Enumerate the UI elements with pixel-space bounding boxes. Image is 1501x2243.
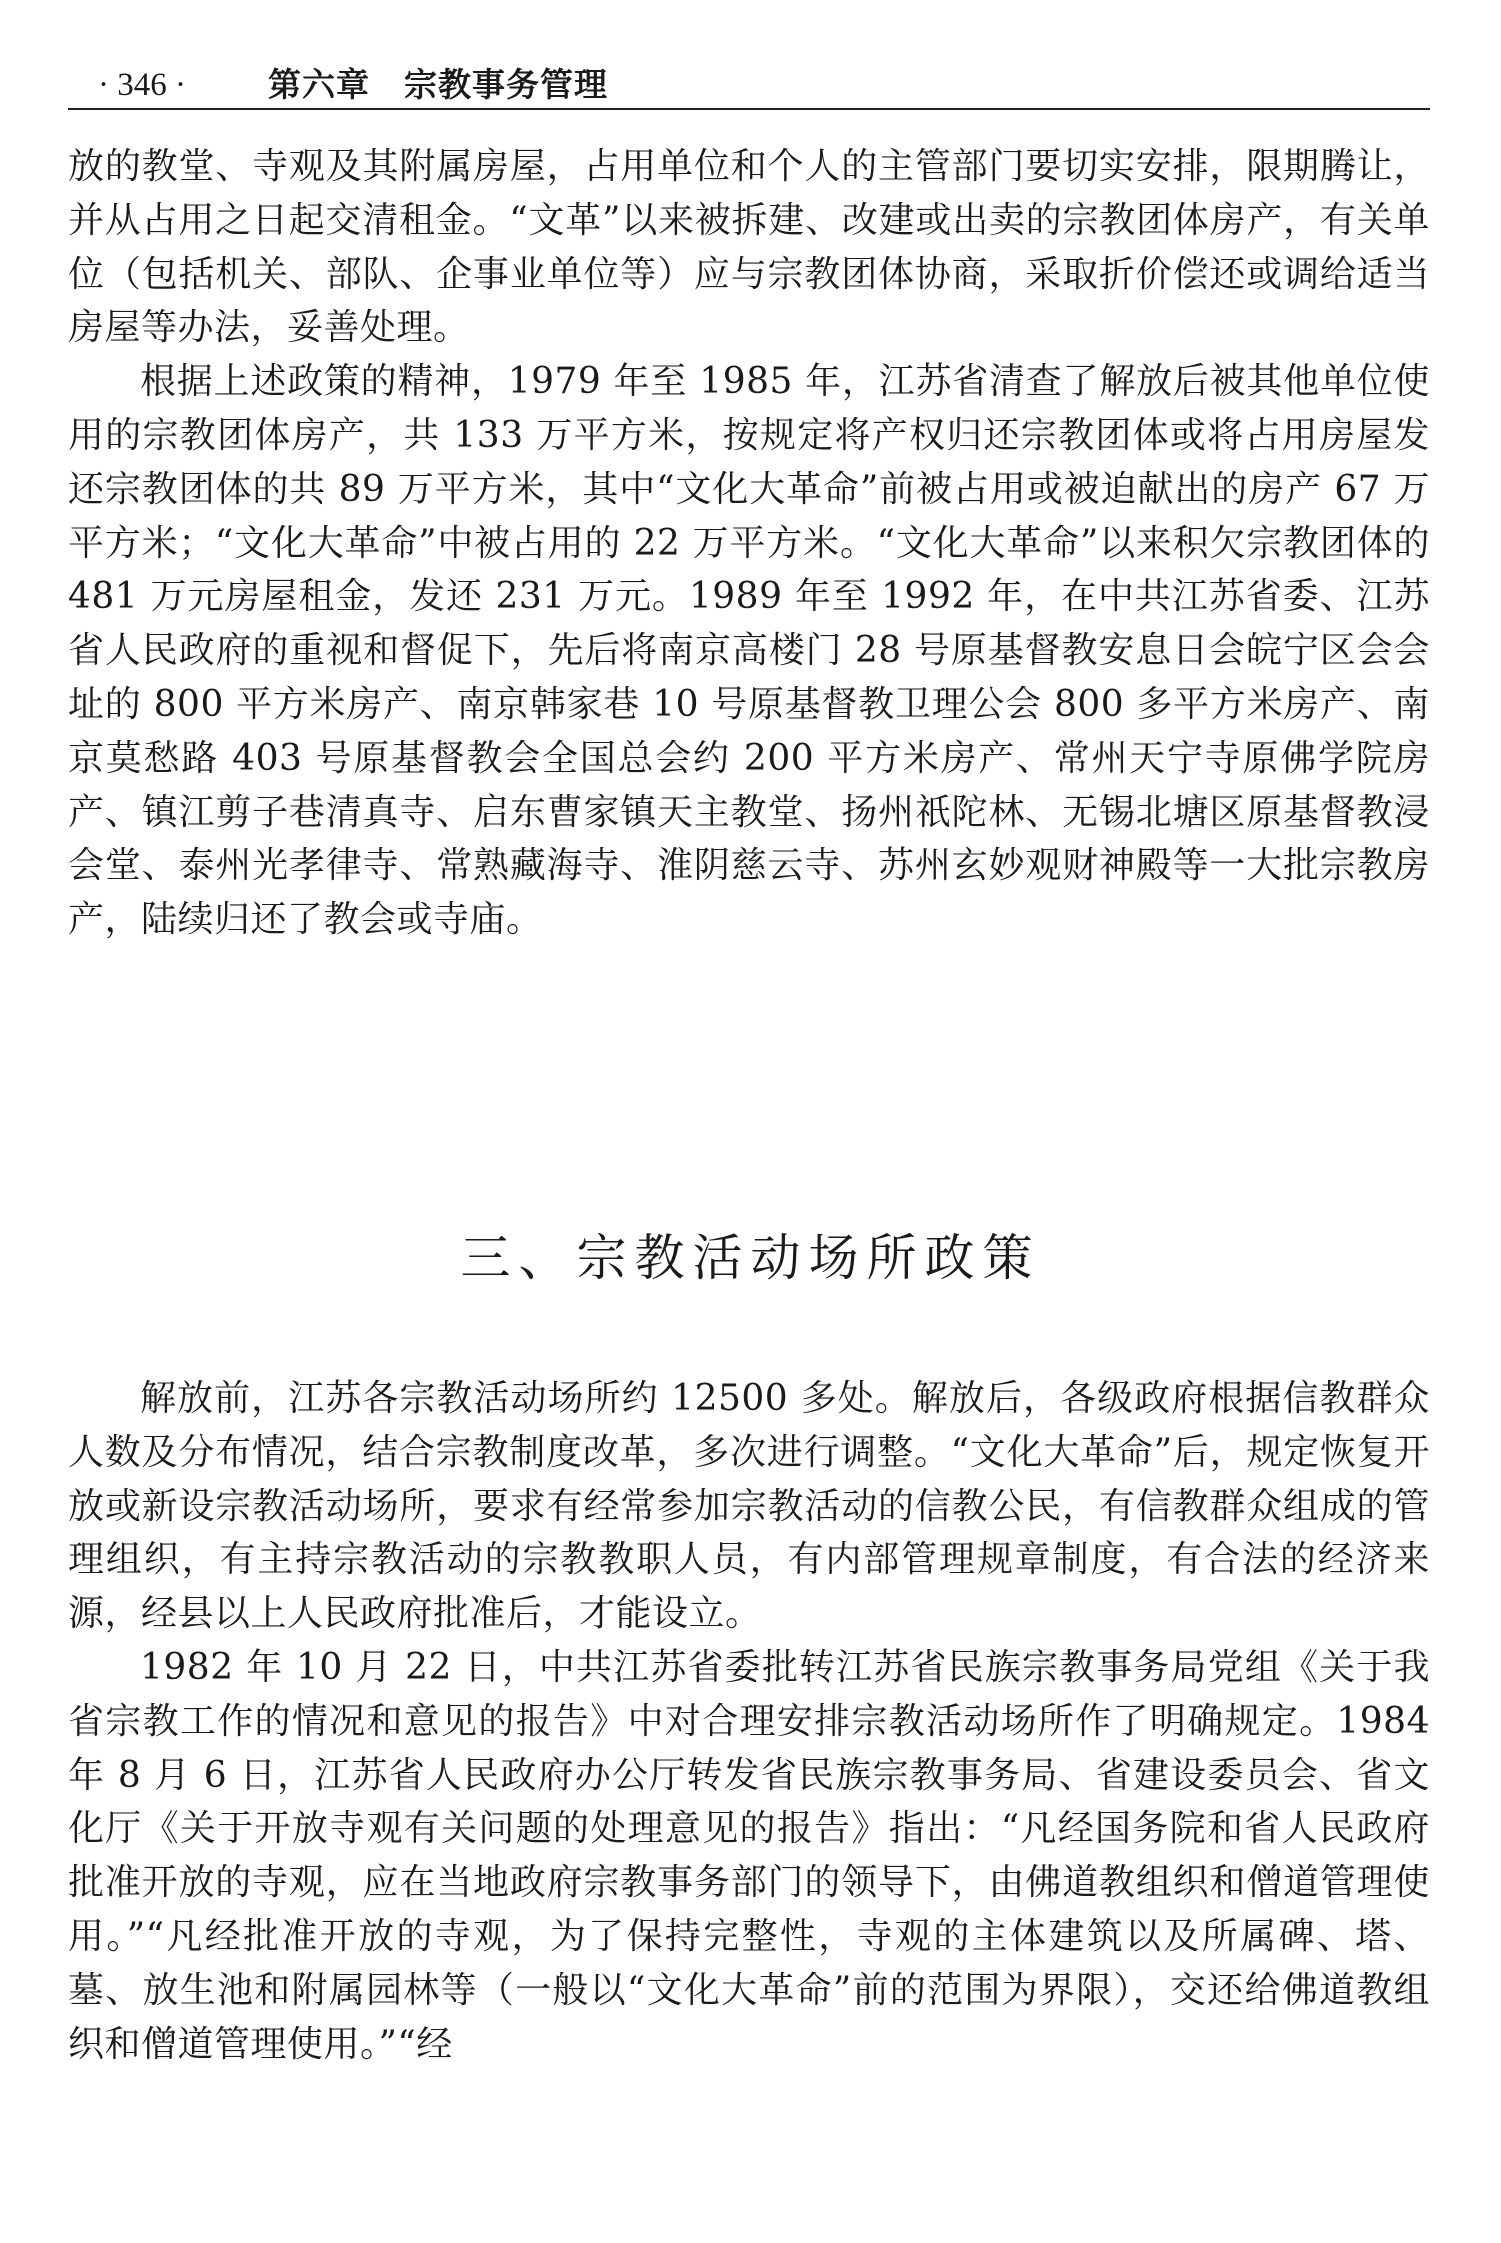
paragraph: 根据上述政策的精神，1979 年至 1985 年，江苏省清查了解放后被其他单位使用的宗教团体房产，共 133 万平方米，按规定将产权归还宗教团体或将占用房屋发还宗教团体的共 89 万平方米，其中“文化大革命”前被占用或被迫献出的房产 67 万平方米；“文化大革命”中被占用的 22 万平方米。“文化大革命”以来积欠宗教团体的 481 万元房屋租金，发还 231 万元。1989 年至 1992 年，在中共江苏省委、江苏省人民政府的重视和督促下，先后将南京高楼门 28 号原基督教安息日会皖宁区会会址的 800 平方米房产、南京韩家巷 10 号原基督教卫理公会 800 多平方米房产、南京莫愁路 403 号原基督教会全国总会约 200 平方米房产、常州天宁寺原佛学院房产、镇江剪子巷清真寺、启东曹家镇天主教堂、扬州祇陀林、无锡北塘区原基督教浸会堂、泰州光孝律寺、常熟藏海寺、淮阴慈云寺、苏州玄妙观财神殿等一大批宗教房产，陆续归还了教会或寺庙。 [68, 361, 1430, 941]
paragraph: 1982 年 10 月 22 日，中共江苏省委批转江苏省民族宗教事务局党组《关于我省宗教工作的情况和意见的报告》中对合理安排宗教活动场所作了明确规定。1984 年 8 月 6 日，江苏省人民政府办公厅转发省民族宗教事务局、省建设委员会、省文化厅《关于开放寺观有关问题的处理意见的报告》指出：“凡经国务院和省人民政府批准开放的寺观，应在当地政府宗教事务部门的领导下，由佛道教组织和僧道管理使用。”“凡经批准开放的寺观，为了保持完整性，寺观的主体建筑以及所属碑、塔、墓、放生池和附属园林等（一般以“文化大革命”前的范围为界限），交还给佛道教组织和僧道管理使用。”“经 [68, 1646, 1430, 2065]
text-block-bottom [68, 1372, 1430, 2071]
paragraph-continued: 放的教堂、寺观及其附属房屋，占用单位和个人的主管部门要切实安排，限期腾让，并从占用之日起交清租金。“文革”以来被拆建、改建或出卖的宗教团体房产，有关单位（包括机关、部队、企事业单位等）应与宗教团体协商，采取折价偿还或调给适当房屋等办法，妥善处理。 [68, 146, 1430, 349]
section-heading: 三、宗教活动场所政策 [460, 1229, 1041, 1287]
text-block-top [68, 140, 1430, 947]
header-rule [68, 108, 1430, 110]
paragraph: 解放前，江苏各宗教活动场所约 12500 多处。解放后，各级政府根据信教群众人数及分布情况，结合宗教制度改革，多次进行调整。“文化大革命”后，规定恢复开放或新设宗教活动场所，要求有经常参加宗教活动的信教公民，有信教群众组成的管理组织，有主持宗教活动的宗教教职人员，有内部管理规章制度，有合法的经济来源，经县以上人民政府批准后，才能设立。 [68, 1378, 1430, 1635]
chapter-title: 第六章 宗教事务管理 [268, 65, 608, 104]
page-number: · 346 · [98, 67, 186, 103]
running-header [68, 62, 1428, 108]
